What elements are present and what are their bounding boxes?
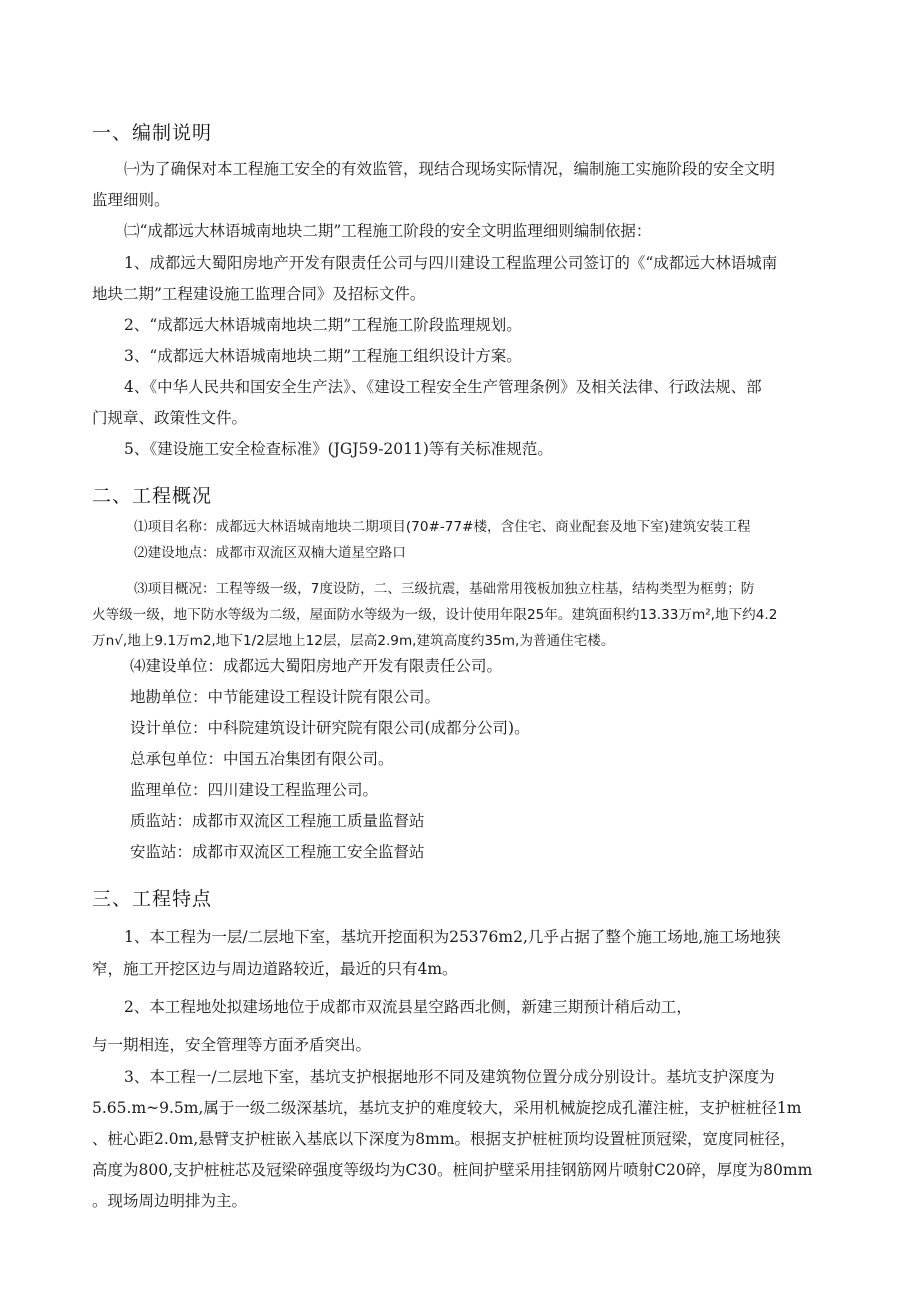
unit-item: 地勘单位：中节能建设工程设计院有限公司。 bbox=[130, 688, 441, 706]
paragraph: ㈡“成都远大林语城南地块二期”工程施工阶段的安全文明监理细则编制依据： bbox=[124, 222, 652, 240]
unit-item: 设计单位：中科院建筑设计研究院有限公司(成都分公司)。 bbox=[130, 719, 530, 737]
feature-item-continuation: 窄，施工开挖区边与周边道路较近，最近的只有4m。 bbox=[92, 960, 458, 978]
overview-item: ⑴项目名称：成都远大林语城南地块二期项目(70#-77#楼，含住宅、商业配套及地下室)建筑安装工程 bbox=[134, 519, 751, 535]
list-item-continuation: 门规章、政策性文件。 bbox=[92, 409, 248, 427]
feature-item-continuation: 、桩心距2.0m,悬臂支护桩嵌入基底以下深度为8mm。根据支护桩桩顶均设置桩顶冠梁，宽度同桩径， bbox=[92, 1130, 796, 1148]
unit-item: 质监站：成都市双流区工程施工质量监督站 bbox=[130, 812, 425, 830]
overview-item: ⑵建设地点：成都市双流区双楠大道星空路口 bbox=[134, 545, 406, 561]
overview-item-continuation: 火等级一级，地下防水等级为二级，屋面防水等级为一级，设计使用年限25年。建筑面积约13.33万m²,地下约4.2 bbox=[92, 607, 778, 623]
unit-item: 总承包单位：中国五冶集团有限公司。 bbox=[130, 750, 394, 768]
section-heading-1: 一、编制说明 bbox=[92, 122, 213, 144]
list-item: 3、“成都远大林语城南地块二期”工程施工组织设计方案。 bbox=[124, 347, 522, 365]
unit-item: 监理单位：四川建设工程监理公司。 bbox=[130, 781, 379, 799]
section-heading-3: 三、工程特点 bbox=[92, 888, 213, 910]
unit-item: 安监站：成都市双流区工程施工安全监督站 bbox=[130, 843, 425, 861]
list-item: 5、《建设施工安全检查标准》(JGJ59-2011)等有关标准规范。 bbox=[124, 440, 553, 458]
feature-item: 1、本工程为一层/二层地下室，基坑开挖面积为25376m2,几乎占据了整个施工场地,施工场地狭 bbox=[124, 928, 781, 946]
overview-item-continuation: 万n√,地上9.1万m2,地下1/2层地上12层，层高2.9m,建筑高度约35m,为普通住宅楼。 bbox=[92, 633, 615, 649]
section-heading-2: 二、工程概况 bbox=[92, 485, 213, 507]
feature-item: 3、本工程一/二层地下室，基坑支护根据地形不同及建筑物位置分成分别设计。基坑支护深度为 bbox=[124, 1068, 775, 1086]
overview-item: ⑶项目概况：工程等级一级，7度设防，二、三级抗震，基础常用筏板加独立柱基，结构类型为框剪；防 bbox=[134, 581, 755, 597]
feature-item-continuation: 与一期相连，安全管理等方面矛盾突出。 bbox=[92, 1036, 372, 1054]
feature-item: 2、本工程地处拟建场地位于成都市双流县星空路西北侧，新建三期预计稍后动工， bbox=[124, 998, 692, 1016]
paragraph-continuation: 监理细则。 bbox=[92, 191, 170, 209]
list-item-continuation: 地块二期”工程建设施工监理合同》及招标文件。 bbox=[92, 285, 426, 303]
list-item: 2、“成都远大林语城南地块二期”工程施工阶段监理规划。 bbox=[124, 316, 522, 334]
feature-item-continuation: 5.65.m~9.5m,属于一级二级深基坑，基坑支护的难度较大，采用机械旋挖成孔灌注桩，支护桩桩径1m bbox=[92, 1099, 802, 1117]
unit-item: ⑷建设单位：成都远大蜀阳房地产开发有限责任公司。 bbox=[130, 657, 503, 675]
list-item: 4、《中华人民共和国安全生产法》、《建设工程安全生产管理条例》及相关法律、行政法规、部 bbox=[124, 378, 762, 396]
feature-item-continuation: 高度为800,支护桩桩芯及冠梁碎强度等级均为C30。桩间护壁采用挂钢筋网片喷射C20碎，厚度为80mm bbox=[92, 1161, 813, 1179]
list-item: 1、成都远大蜀阳房地产开发有限责任公司与四川建设工程监理公司签订的《“成都远大林语城南 bbox=[124, 254, 778, 272]
paragraph: ㈠为了确保对本工程施工安全的有效监管，现结合现场实际情况，编制施工实施阶段的安全文明 bbox=[124, 160, 776, 178]
feature-item-continuation: 。现场周边明排为主。 bbox=[92, 1192, 248, 1210]
